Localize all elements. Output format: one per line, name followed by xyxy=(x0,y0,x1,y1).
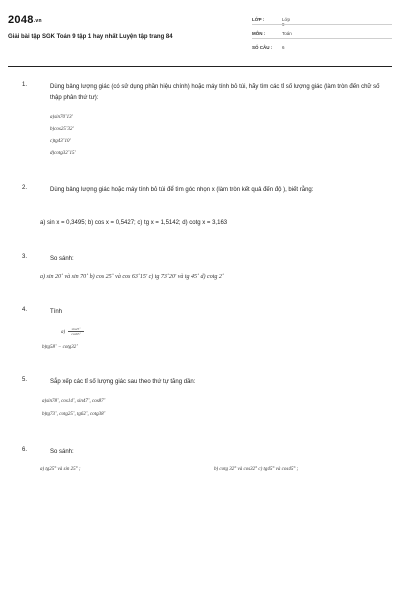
answer-items-line: a) sin x = 0,3495; b) cos x = 0,5427; c) tg x = 1,5142; d) cotg x = 3,163 xyxy=(40,220,228,226)
answer-item: c)tg43˚10' xyxy=(50,139,71,144)
logo-text: 2048 xyxy=(8,14,34,26)
question-text: Dùng bảng lượng giác (có sử dụng phần hiệu chính) hoặc máy tính bỏ túi, hãy tìm các tỉ số lượng giác (làm tròn đến chữ số thập phân thứ tư): xyxy=(50,84,380,101)
answer-item-a: a) tg25° và sin 25° ; xyxy=(40,467,81,472)
site-logo[interactable] xyxy=(8,14,42,26)
meta-underline xyxy=(252,38,392,39)
question-text: So sánh: xyxy=(50,449,74,455)
meta-key: LỚP : xyxy=(252,17,265,22)
meta-key: SỐ CÂU : xyxy=(252,45,273,50)
meta-value: Lớp 9 xyxy=(282,17,290,27)
question-text: Sắp xếp các tỉ số lượng giác sau theo thứ tự tăng dần: xyxy=(50,379,196,385)
answer-item-b: b)tg58˚ − cotg32˚ xyxy=(42,345,78,350)
question-number: 6. xyxy=(22,447,28,453)
header-divider xyxy=(8,66,392,67)
answer-item: a)sin78˚, cos14˚, sin47˚, cos87˚ xyxy=(42,399,106,404)
answer-item: b)cos25˚32' xyxy=(50,127,74,132)
question-text: So sánh: xyxy=(50,256,74,262)
question-number: 2. xyxy=(22,185,28,191)
fraction xyxy=(68,327,84,336)
meta-key: MÔN : xyxy=(252,31,266,36)
meta-underline xyxy=(252,24,392,25)
answer-items-line: a) sin 20˚ và sin 70˚ b) cos 25˚ và cos 63˚15' c) tg 73˚20' và tg 45˚ d) cotg 2˚ xyxy=(40,274,224,280)
question-number: 3. xyxy=(22,254,28,260)
answer-item: a)sin70˚13' xyxy=(50,115,73,120)
logo-suffix: .vn xyxy=(33,18,42,24)
answer-item-a: a) xyxy=(61,330,66,335)
document-title: Giải bài tập SGK Toán 9 tập 1 hay nhất Luyện tập trang 84 xyxy=(8,34,173,40)
document-header xyxy=(0,0,400,70)
question-text: Dùng bảng lượng giác hoặc máy tính bỏ túi để tìm góc nhọn x (làm tròn kết quả đến độ ), biết rằng: xyxy=(50,187,314,193)
fraction-denominator: cos65˚ xyxy=(71,332,81,336)
question-number: 5. xyxy=(22,377,28,383)
answer-item: d)cotg32˚15' xyxy=(50,151,76,156)
question-text: Tính xyxy=(50,309,63,315)
question-number: 1. xyxy=(22,82,28,88)
question-number: 4. xyxy=(22,307,28,313)
answer-item-b: b) cotg 32° và cos32° c) tg45° và cos45° ; xyxy=(214,467,299,472)
fraction-numerator: sin25˚ xyxy=(68,327,84,332)
answer-item: b)tg73˚, cotg25˚, tg62˚, cotg38˚ xyxy=(42,412,106,417)
meta-value: Toán xyxy=(282,31,292,36)
meta-value: 6 xyxy=(282,45,285,50)
